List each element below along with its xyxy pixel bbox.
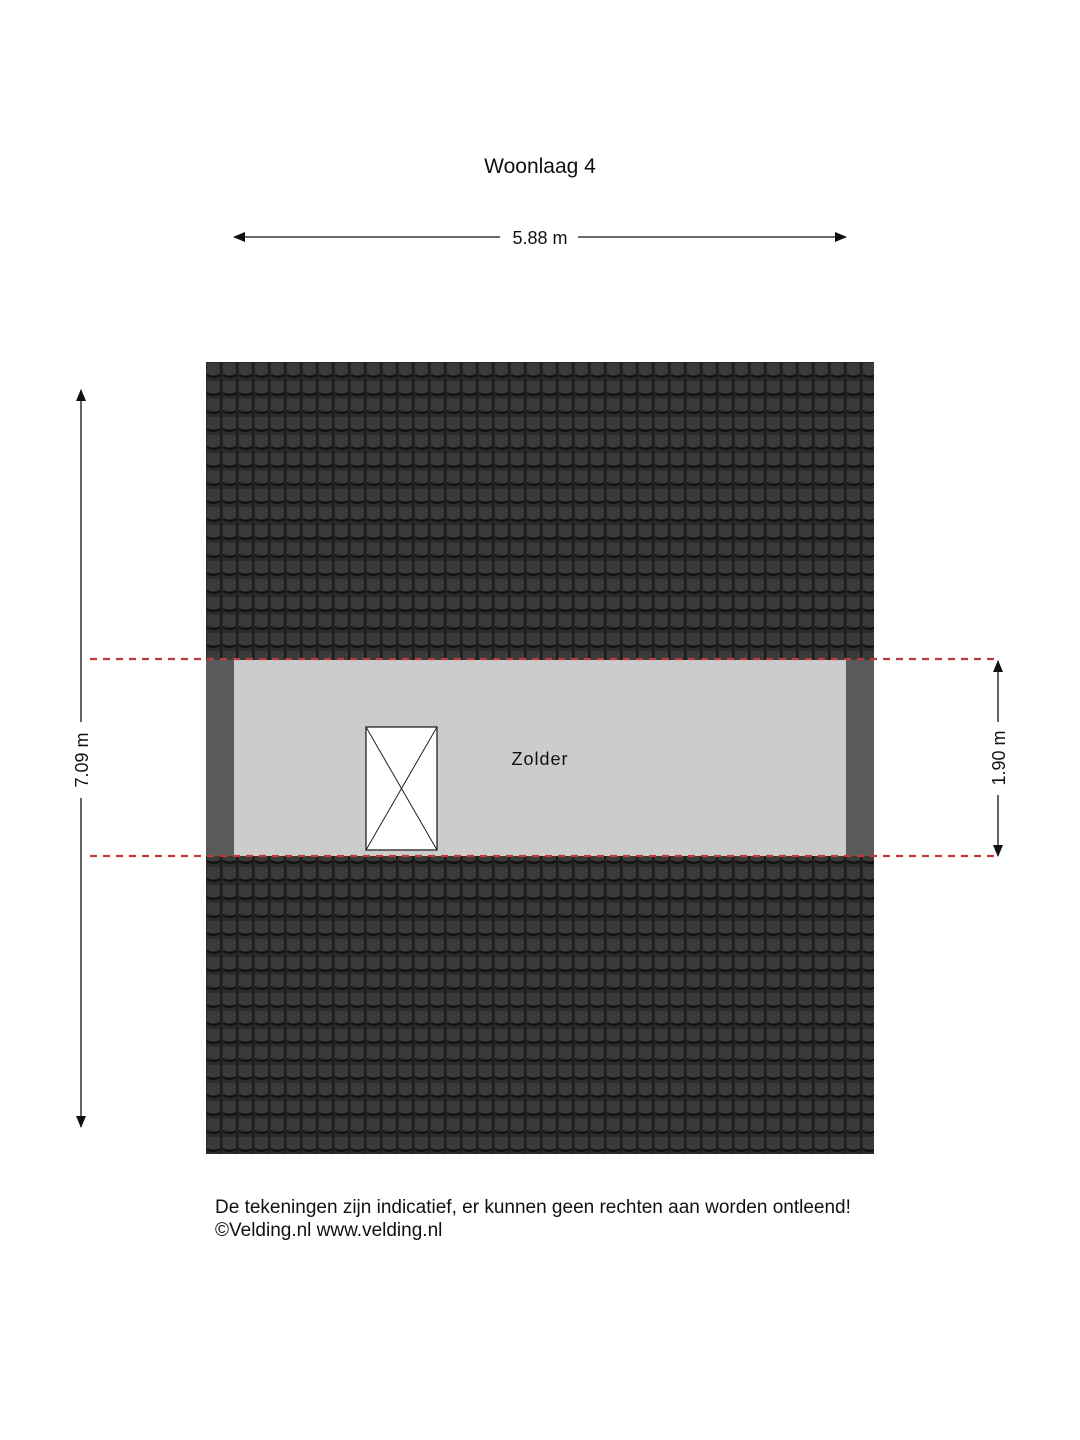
roof-window-icon	[366, 727, 437, 850]
footer	[215, 1196, 851, 1242]
disclaimer-text: De tekeningen zijn indicatief, er kunnen geen rechten aan worden ontleend!	[215, 1197, 851, 1218]
height-zone-dimension	[989, 661, 1009, 856]
wall-left	[206, 660, 234, 856]
width-dimension-label: 5.88 m	[512, 228, 568, 248]
credit-text: ©Velding.nl www.velding.nl	[215, 1220, 443, 1241]
wall-right	[846, 660, 874, 856]
depth-dimension-label: 7.09 m	[72, 732, 92, 788]
roof-upper	[206, 362, 874, 660]
height-zone-dimension-label: 1.90 m	[989, 730, 1009, 786]
room-label-zolder: Zolder	[511, 749, 569, 769]
depth-dimension	[72, 390, 92, 1127]
roof-lower	[206, 856, 874, 1154]
width-dimension	[234, 228, 846, 248]
drawing-title: Woonlaag 4	[484, 155, 596, 178]
